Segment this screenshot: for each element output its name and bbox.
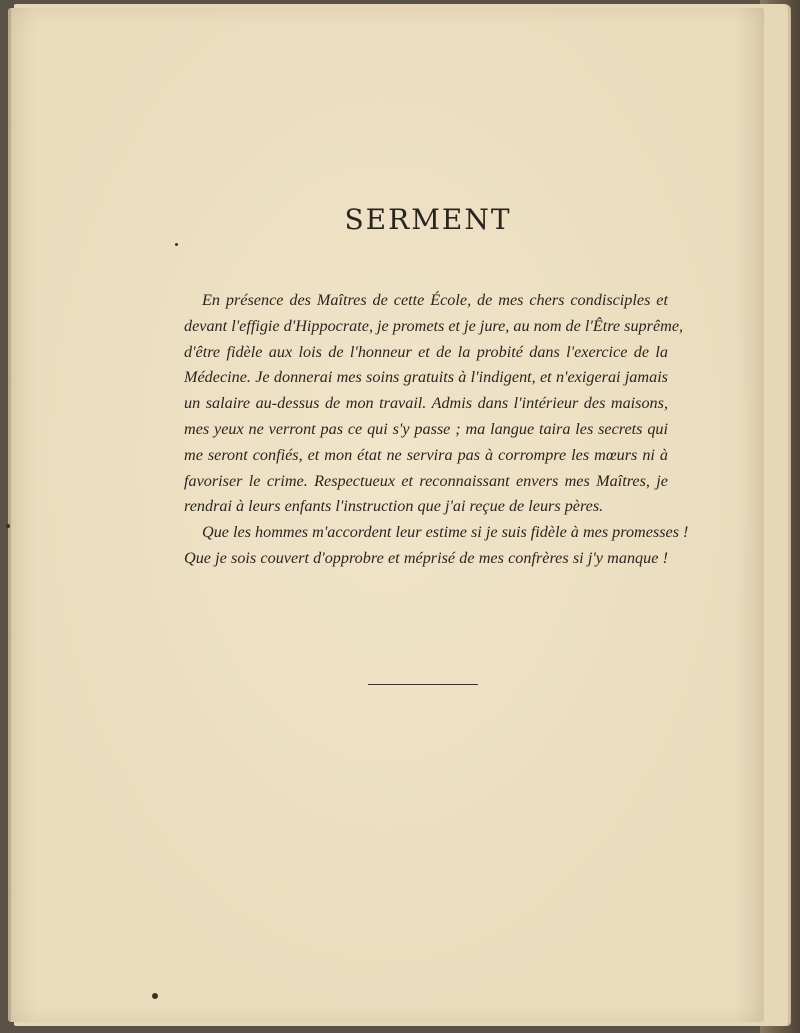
text-line: rendrai à leurs enfants l'instruction que j'ai reçue de leurs pères. [184,497,604,516]
text-line: un salaire au-dessus de mon travail. Admis dans l'intérieur des maisons, [184,394,668,413]
text-line: mes yeux ne verront pas ce qui s'y passe ; ma langue taira les secrets qui [184,419,668,438]
text-line: d'être fidèle aux lois de l'honneur et de la probité dans l'exercice de la [184,342,668,361]
text-line: En présence des Maîtres de cette École, de mes chers condisciples et [202,291,668,309]
text-line: devant l'effigie d'Hippocrate, je promets et je jure, au nom de l'Être suprême, [184,316,684,335]
ink-speck [175,243,178,246]
text-line: me seront confiés, et mon état ne servira pas à corrompre les mœurs ni à [184,445,668,464]
oath-text [184,288,689,572]
oath-paragraph-2 [184,520,689,572]
ink-speck [152,993,158,999]
text-line: favoriser le crime. Respectueux et reconnaissant envers mes Maîtres, je [184,471,668,490]
text-line: Que les hommes m'accordent leur estime si je suis fidèle à mes promesses ! [202,523,689,542]
ink-speck [6,524,10,528]
page-spine-shadow [8,8,11,1022]
oath-paragraph-1 [184,288,684,520]
text-line: Que je sois couvert d'opprobre et méprisé de mes confrères si j'y manque ! [184,548,668,567]
decorative-rule [368,684,478,685]
text-line: Médecine. Je donnerai mes soins gratuits à l'indigent, et n'exigerai jamais [184,368,668,387]
page-title: SERMENT [344,203,512,236]
